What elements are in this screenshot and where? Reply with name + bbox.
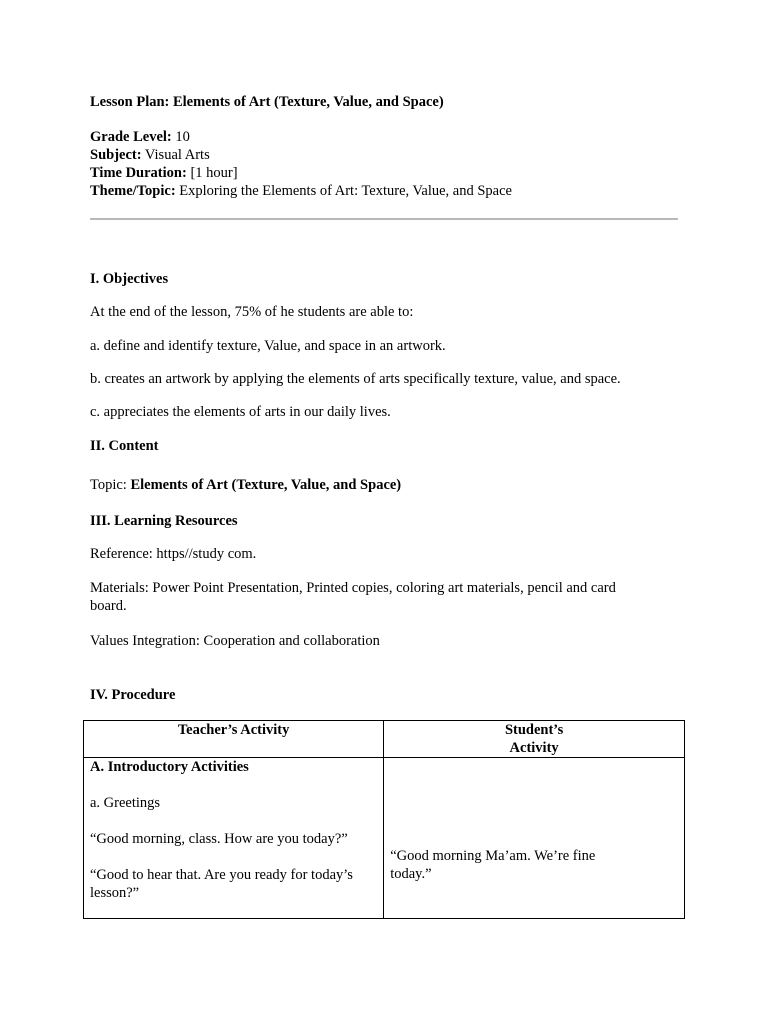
duration-line [90, 164, 238, 182]
topic-value: Elements of Art (Texture, Value, and Space) [130, 477, 402, 493]
student-activity-cell [384, 758, 685, 919]
teacher-line-2: “Good to hear that. Are you ready for today’s lesson?” [90, 867, 353, 901]
table-header-row [84, 721, 685, 758]
theme-label: Theme/Topic: [90, 183, 176, 199]
student-line-1: “Good morning Ma’am. We’re fine today.” [390, 848, 596, 882]
topic-line [90, 476, 401, 494]
theme-line [90, 182, 512, 200]
objective-item-a: a. define and identify texture, Value, and space in an artwork. [90, 338, 446, 354]
reference-line: Reference: https//study com. [90, 546, 257, 562]
subject-value: Visual Arts [141, 147, 210, 163]
teacher-activity-cell [84, 758, 384, 919]
grade-level-value: 10 [171, 129, 190, 145]
grade-level-label: Grade Level: [90, 129, 172, 145]
duration-value: [1 hour] [186, 165, 238, 181]
teacher-activity-header-label: Teacher’s Activity [177, 722, 290, 738]
subject-line [90, 146, 210, 164]
grade-level-line [90, 128, 190, 146]
objectives-intro: At the end of the lesson, 75% of he students are able to: [90, 304, 414, 320]
student-activity-header [384, 721, 685, 758]
procedure-table [83, 720, 685, 919]
section-a-heading: A. Introductory Activities [90, 759, 249, 775]
values-integration-line: Values Integration: Cooperation and collaboration [90, 633, 380, 649]
subject-label: Subject: [90, 147, 142, 163]
student-activity-header-line2: Activity [509, 740, 559, 756]
document-title: Lesson Plan: Elements of Art (Texture, Value, and Space) [90, 94, 444, 110]
horizontal-divider [90, 218, 678, 220]
duration-label: Time Duration: [90, 165, 187, 181]
theme-value: Exploring the Elements of Art: Texture, Value, and Space [175, 183, 512, 199]
teacher-activity-header [84, 721, 384, 758]
resources-heading: III. Learning Resources [90, 513, 238, 529]
materials-line: Materials: Power Point Presentation, Printed copies, coloring art materials, pencil and card board. [90, 580, 616, 614]
teacher-line-1: “Good morning, class. How are you today?” [90, 831, 348, 847]
objective-item-c: c. appreciates the elements of arts in our daily lives. [90, 404, 391, 420]
topic-label: Topic: [90, 477, 131, 493]
procedure-heading: IV. Procedure [90, 687, 176, 703]
greetings-label: a. Greetings [90, 795, 161, 811]
objective-item-b: b. creates an artwork by applying the elements of arts specifically texture, value, and space. [90, 371, 621, 387]
student-activity-header-line1: Student’s [504, 722, 564, 738]
table-row [84, 758, 685, 919]
objectives-heading: I. Objectives [90, 271, 169, 287]
content-heading: II. Content [90, 438, 159, 454]
